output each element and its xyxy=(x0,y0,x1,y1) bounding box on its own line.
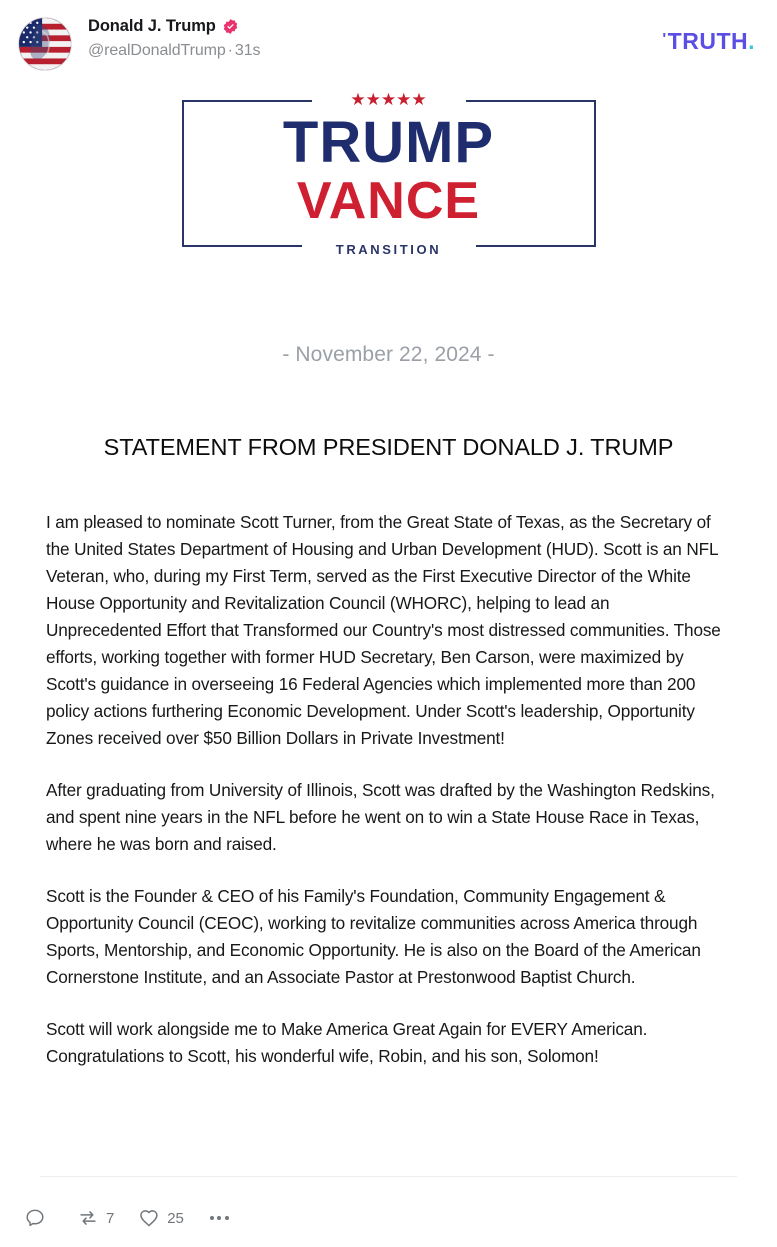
more-horizontal-icon-dot xyxy=(225,1216,229,1220)
logo-frame-top-right xyxy=(466,100,596,102)
avatar[interactable] xyxy=(18,17,72,71)
retruth-button[interactable] xyxy=(77,1207,114,1229)
display-name[interactable]: Donald J. Trump xyxy=(88,17,216,36)
retruth-icon xyxy=(77,1207,99,1229)
logo-trump-text: TRUMP xyxy=(282,110,495,175)
like-button[interactable] xyxy=(138,1207,184,1229)
truth-logo-tick: ' xyxy=(662,31,667,48)
truth-logo-word: TRUTH xyxy=(667,28,749,54)
post-action-bar xyxy=(24,1207,231,1229)
logo-frame-bottom-left xyxy=(182,245,302,247)
logo-vance-text: VANCE xyxy=(296,172,481,230)
five-stars-icon: ★★★★★ xyxy=(344,91,432,108)
footer-divider xyxy=(40,1176,737,1177)
comment-icon xyxy=(24,1207,46,1229)
logo-frame-bottom-right xyxy=(476,245,596,247)
post-timestamp[interactable]: 31s xyxy=(234,42,261,59)
statement-date: - November 22, 2024 - xyxy=(282,343,495,366)
truth-logo-dot: . xyxy=(748,28,755,54)
heart-icon xyxy=(138,1207,160,1229)
truth-social-logo[interactable] xyxy=(662,30,755,53)
account-identity xyxy=(88,17,260,60)
retruth-count: 7 xyxy=(106,1209,115,1227)
post-header xyxy=(0,0,777,86)
name-row xyxy=(88,18,260,35)
like-count: 25 xyxy=(167,1209,184,1227)
statement-title: STATEMENT FROM PRESIDENT DONALD J. TRUMP xyxy=(103,434,674,460)
trump-vance-transition-logo xyxy=(182,90,596,257)
statement-paragraph: Scott will work alongside me to Make America Great Again for EVERY American. Congratulations to Scott, his wonderful wife, Robin, and his son, Solomon! xyxy=(46,1019,648,1066)
verified-badge-icon xyxy=(222,18,239,35)
more-horizontal-icon-dot xyxy=(217,1216,221,1220)
statement-body xyxy=(46,509,729,1070)
transition-logo-wrap xyxy=(0,90,777,257)
handle-separator: · xyxy=(227,42,233,59)
us-flag-avatar-icon xyxy=(19,18,71,70)
more-options-button[interactable] xyxy=(208,1212,231,1224)
statement-paragraph: I am pleased to nominate Scott Turner, from the Great State of Texas, as the Secretary of the United States Department of Housing and Urban Development (HUD). Scott is an NFL Veteran, who, during my First Term, served as the First Executive Director of the White House Opportunity and Revitalization Council (WHORC), helping to lead an Unprecedented Effort that Transformed our Country's most distressed communities. Those efforts, working together with former HUD Secretary, Ben Carson, were maximized by Scott's guidance in overseeing 16 Federal Agencies which implemented more than 200 policy actions furthering Economic Development. Under Scott's leadership, Opportunity Zones received over $50 Billion Dollars in Private Investment! xyxy=(46,512,721,748)
handle-row xyxy=(88,42,260,60)
statement-paragraph: After graduating from University of Illinois, Scott was drafted by the Washington Redskins, and spent nine years in the NFL before he went on to win a State House Race in Texas, where he was born and raised. xyxy=(46,780,715,854)
reply-button[interactable] xyxy=(24,1207,53,1229)
statement-paragraph: Scott is the Founder & CEO of his Family's Foundation, Community Engagement & Opportunity Council (CEOC), working to revitalize communities across America through Sports, Mentorship, and Economic Opportunity. He is also on the Board of the American Cornerstone Institute, and an Associate Pastor at Prestonwood Baptist Church. xyxy=(46,886,701,987)
more-horizontal-icon-dot xyxy=(210,1216,214,1220)
logo-frame-top-left xyxy=(182,100,312,102)
account-handle[interactable]: @realDonaldTrump xyxy=(88,42,226,59)
logo-transition-text: TRANSITION xyxy=(326,243,451,256)
